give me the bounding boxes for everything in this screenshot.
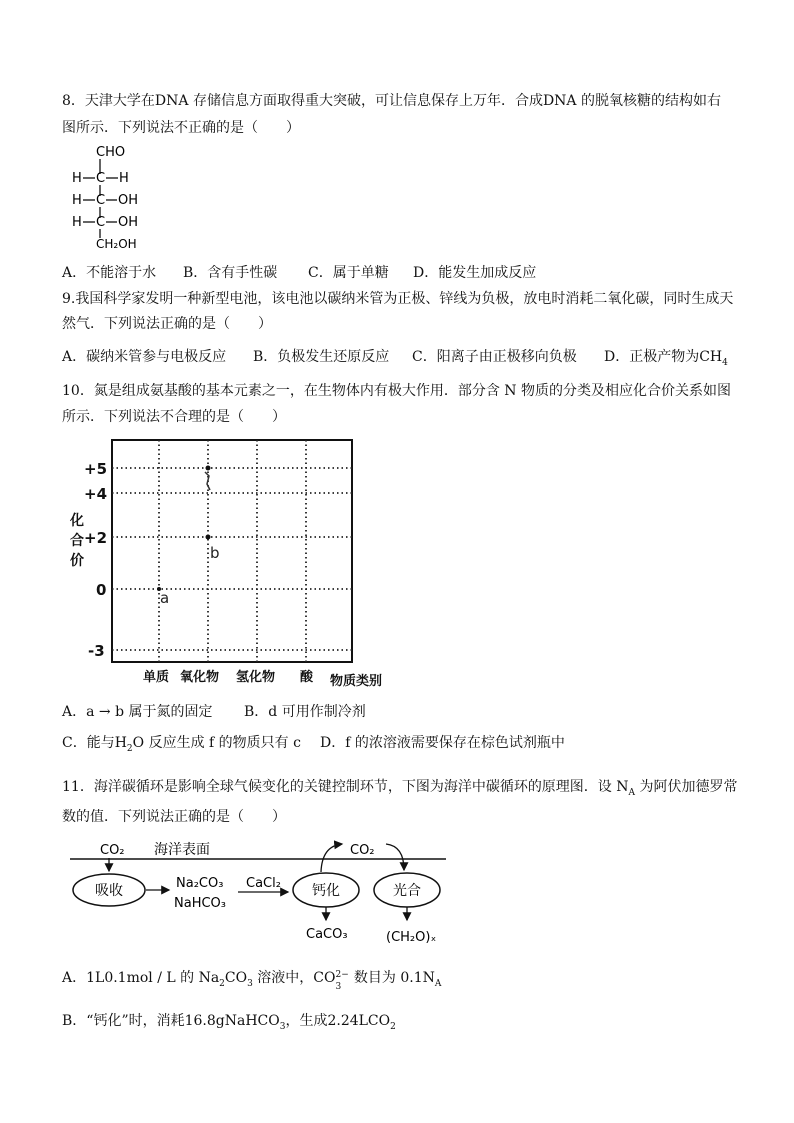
nitrogen-valence-chart <box>62 432 412 692</box>
y-label-char-1: 化 <box>70 513 84 529</box>
co2-left-label: CO₂ <box>100 843 125 858</box>
y-label-char-2: 合 <box>70 533 84 549</box>
nahco3-label: NaHCO₃ <box>174 896 226 911</box>
q8-stem-line1: 8．天津大学在DNA 存储信息方面取得重大突破，可让信息保存上万年．合成DNA 的脱氧核糖的结构如右 <box>62 93 721 109</box>
point-a-label: a <box>160 589 170 607</box>
structure-h-4: H <box>72 215 82 230</box>
q11-stem-line1: 11．海洋碳循环是影响全球气候变化的关键控制环节，下图为海洋中碳循环的原理图．设 $N_A$ 为阿伏加德罗常 <box>62 779 738 798</box>
q9-stem-line2: 然气．下列说法正确的是（ ） <box>62 316 272 332</box>
q8-option-b[interactable]: B．含有手性碳 <box>183 265 278 281</box>
structure-oh-1: OH <box>118 193 139 208</box>
structure-c-2: C <box>96 193 106 208</box>
q11-stem-line2: 数的值．下列说法正确的是（ ） <box>62 809 286 825</box>
co2-to-photosynthesis-arrow <box>386 844 404 870</box>
absorb-label: 吸收 <box>95 883 123 899</box>
q8-option-a[interactable]: A．不能溶于水 <box>62 265 157 281</box>
x-category-acid: 酸 <box>300 670 314 685</box>
calcify-to-co2-arrow <box>321 844 342 872</box>
q9-stem-line1: 9.我国科学家发明一种新型电池，该电池以碳纳米管为正极、锌线为负极，放电时消耗二氧化碳，同时生成天 <box>62 291 734 307</box>
q9-option-c[interactable]: C．阳离子由正极移向负极 <box>412 349 577 365</box>
ocean-carbon-cycle-diagram <box>66 834 466 952</box>
structure-h-2: H <box>119 171 129 186</box>
q10-option-c[interactable]: C．能与$H_2O$ 反应生成 f 的物质只有 c <box>62 735 301 754</box>
q8-option-d[interactable]: D．能发生加成反应 <box>413 265 537 281</box>
y-tick-plus4: +4 <box>84 485 108 503</box>
calcify-label: 钙化 <box>312 883 340 899</box>
x-category-hydride: 氢化物 <box>236 670 276 685</box>
q10-stem-line2: 所示．下列说法不合理的是（ ） <box>62 409 286 425</box>
ocean-surface-label: 海洋表面 <box>154 842 210 858</box>
caco3-label: CaCO₃ <box>306 927 348 942</box>
y-tick-zero: 0 <box>96 581 107 599</box>
q11-option-b[interactable]: B．“钙化”时，消耗16.8gNaHCO$_3$，生成$2.24LCO_2$ <box>62 1013 396 1032</box>
q9-option-d[interactable]: D．正极产物为$CH_4$ <box>604 349 728 368</box>
x-axis-label: 物质类别 <box>330 674 383 689</box>
structure-c-1: C <box>96 171 106 186</box>
structure-h-3: H <box>72 193 82 208</box>
point-f <box>206 466 211 471</box>
chart-frame <box>112 440 352 662</box>
co2-top-label: CO₂ <box>350 843 375 858</box>
y-tick-minus3: -3 <box>88 642 105 660</box>
q10-stem-line1: 10．氮是组成氨基酸的基本元素之一，在生物体内有极大作用．部分含 N 物质的分类及相应化合价关系如图 <box>62 383 731 399</box>
point-b <box>206 535 211 540</box>
q9-option-b[interactable]: B．负极发生还原反应 <box>253 349 390 365</box>
q10-option-d[interactable]: D．f 的浓溶液需要保存在棕色试剂瓶中 <box>320 735 565 751</box>
cacl2-label: CaCl₂ <box>246 876 281 891</box>
structure-cho: CHO <box>96 145 126 160</box>
structure-ch2oh: CH₂OH <box>96 237 137 251</box>
y-label-char-3: 价 <box>70 553 84 569</box>
x-category-oxide: 氧化物 <box>180 670 220 685</box>
q9-option-a[interactable]: A．碳纳米管参与电极反应 <box>62 349 227 365</box>
point-b-label: b <box>210 544 220 562</box>
y-tick-plus2: +2 <box>84 529 108 547</box>
structure-h-1: H <box>72 171 82 186</box>
q10-option-a[interactable]: A．a → b 属于氮的固定 <box>62 704 213 720</box>
structure-c-3: C <box>96 215 106 230</box>
deoxyribose-structure <box>66 142 176 254</box>
point-f-stroke <box>205 472 210 490</box>
y-tick-plus5: +5 <box>84 460 108 478</box>
na2co3-label: Na₂CO₃ <box>176 876 224 891</box>
x-category-element: 单质 <box>143 670 170 685</box>
q10-option-b[interactable]: B．d 可用作制冷剂 <box>244 704 366 720</box>
q8-option-c[interactable]: C．属于单糖 <box>308 265 389 281</box>
q11-option-a[interactable]: A．1L0.1mol / L 的 $Na_2CO_3$ 溶液中，CO 2− 3 数目为 $0.1N_A$ <box>62 970 442 992</box>
photosynthesis-label: 光合 <box>393 883 421 899</box>
q8-stem-line2: 图所示．下列说法不正确的是（ ） <box>62 120 300 136</box>
ch2o-label: (CH₂O)ₓ <box>386 930 437 945</box>
structure-oh-2: OH <box>118 215 139 230</box>
